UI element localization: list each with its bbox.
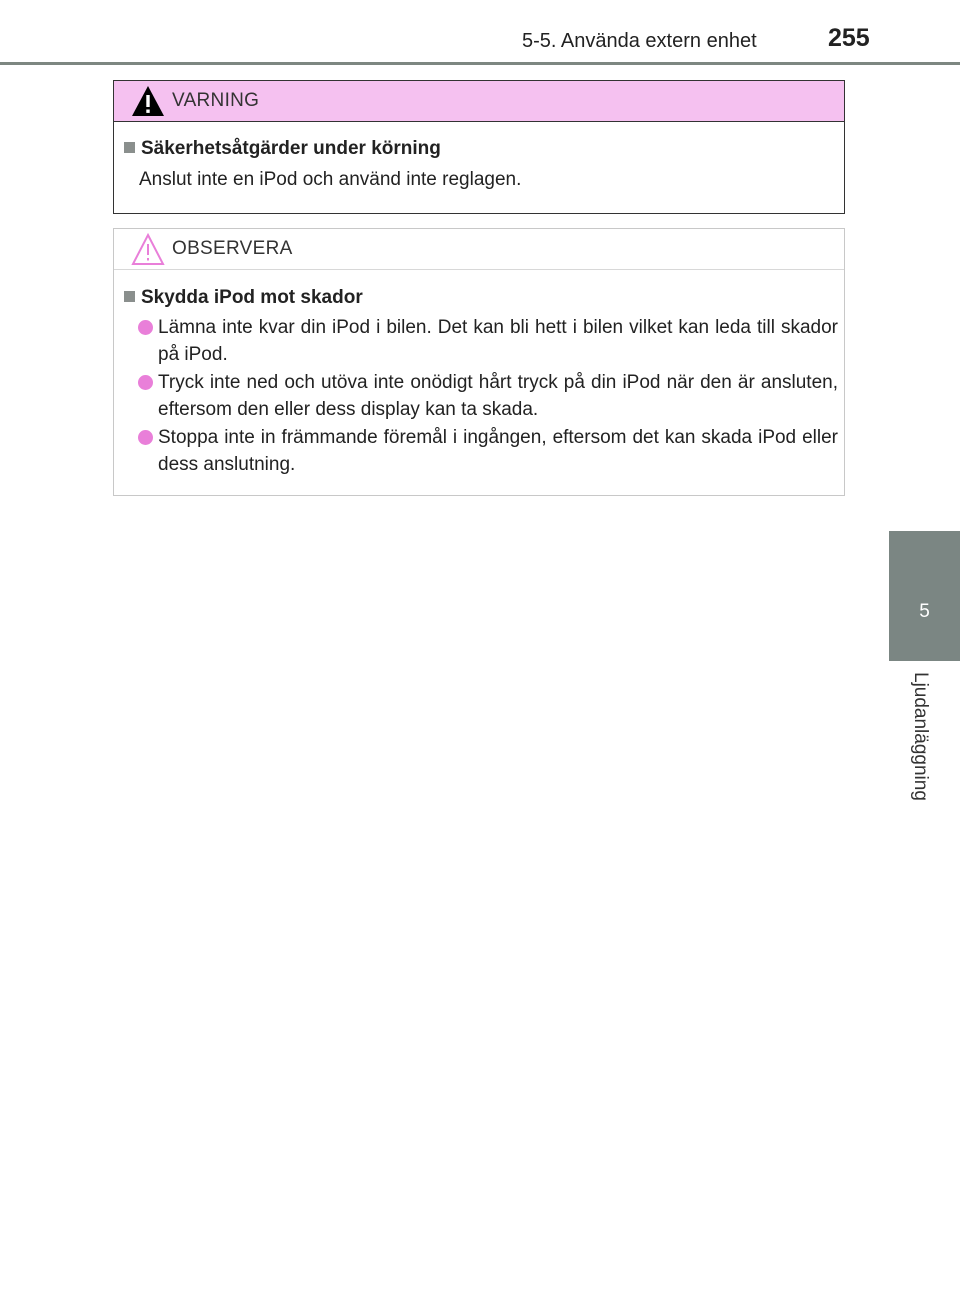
warning-box xyxy=(113,80,845,214)
list-item-text: Tryck inte ned och utöva inte onödigt hårt tryck på din iPod när den är ansluten, eftersom den eller dess display kan ta skada. xyxy=(158,372,838,420)
list-item-text: Stoppa inte in främmande föremål i ingången, eftersom det kan skada iPod eller dess anslutning. xyxy=(158,427,838,475)
square-bullet-icon xyxy=(124,142,135,153)
notice-header xyxy=(114,229,844,270)
chapter-label: Ljudanläggning xyxy=(910,672,931,801)
caution-triangle-icon xyxy=(130,232,166,266)
warning-heading xyxy=(124,138,441,160)
list-item xyxy=(138,424,838,478)
page-header xyxy=(0,0,960,70)
notice-box xyxy=(113,228,845,496)
list-item xyxy=(138,369,838,423)
notice-title: OBSERVERA xyxy=(172,238,293,259)
section-title: 5-5. Använda extern enhet xyxy=(522,30,757,52)
list-item-text: Lämna inte kvar din iPod i bilen. Det kan bli hett i bilen vilket kan leda till skador på iPod. xyxy=(158,317,838,365)
chapter-number: 5 xyxy=(919,601,930,622)
round-bullet-icon xyxy=(138,375,153,390)
round-bullet-icon xyxy=(138,430,153,445)
warning-triangle-icon xyxy=(130,84,166,118)
chapter-tab xyxy=(889,531,960,661)
warning-title: VARNING xyxy=(172,90,260,111)
list-item xyxy=(138,314,838,368)
page-number: 255 xyxy=(828,24,870,52)
warning-text: Anslut inte en iPod och använd inte reglagen. xyxy=(139,169,522,190)
warning-heading-text: Säkerhetsåtgärder under körning xyxy=(141,138,441,159)
notice-heading-text: Skydda iPod mot skador xyxy=(141,287,363,308)
warning-header xyxy=(114,81,844,122)
square-bullet-icon xyxy=(124,291,135,302)
notice-heading xyxy=(124,287,363,309)
header-divider xyxy=(0,62,960,65)
round-bullet-icon xyxy=(138,320,153,335)
